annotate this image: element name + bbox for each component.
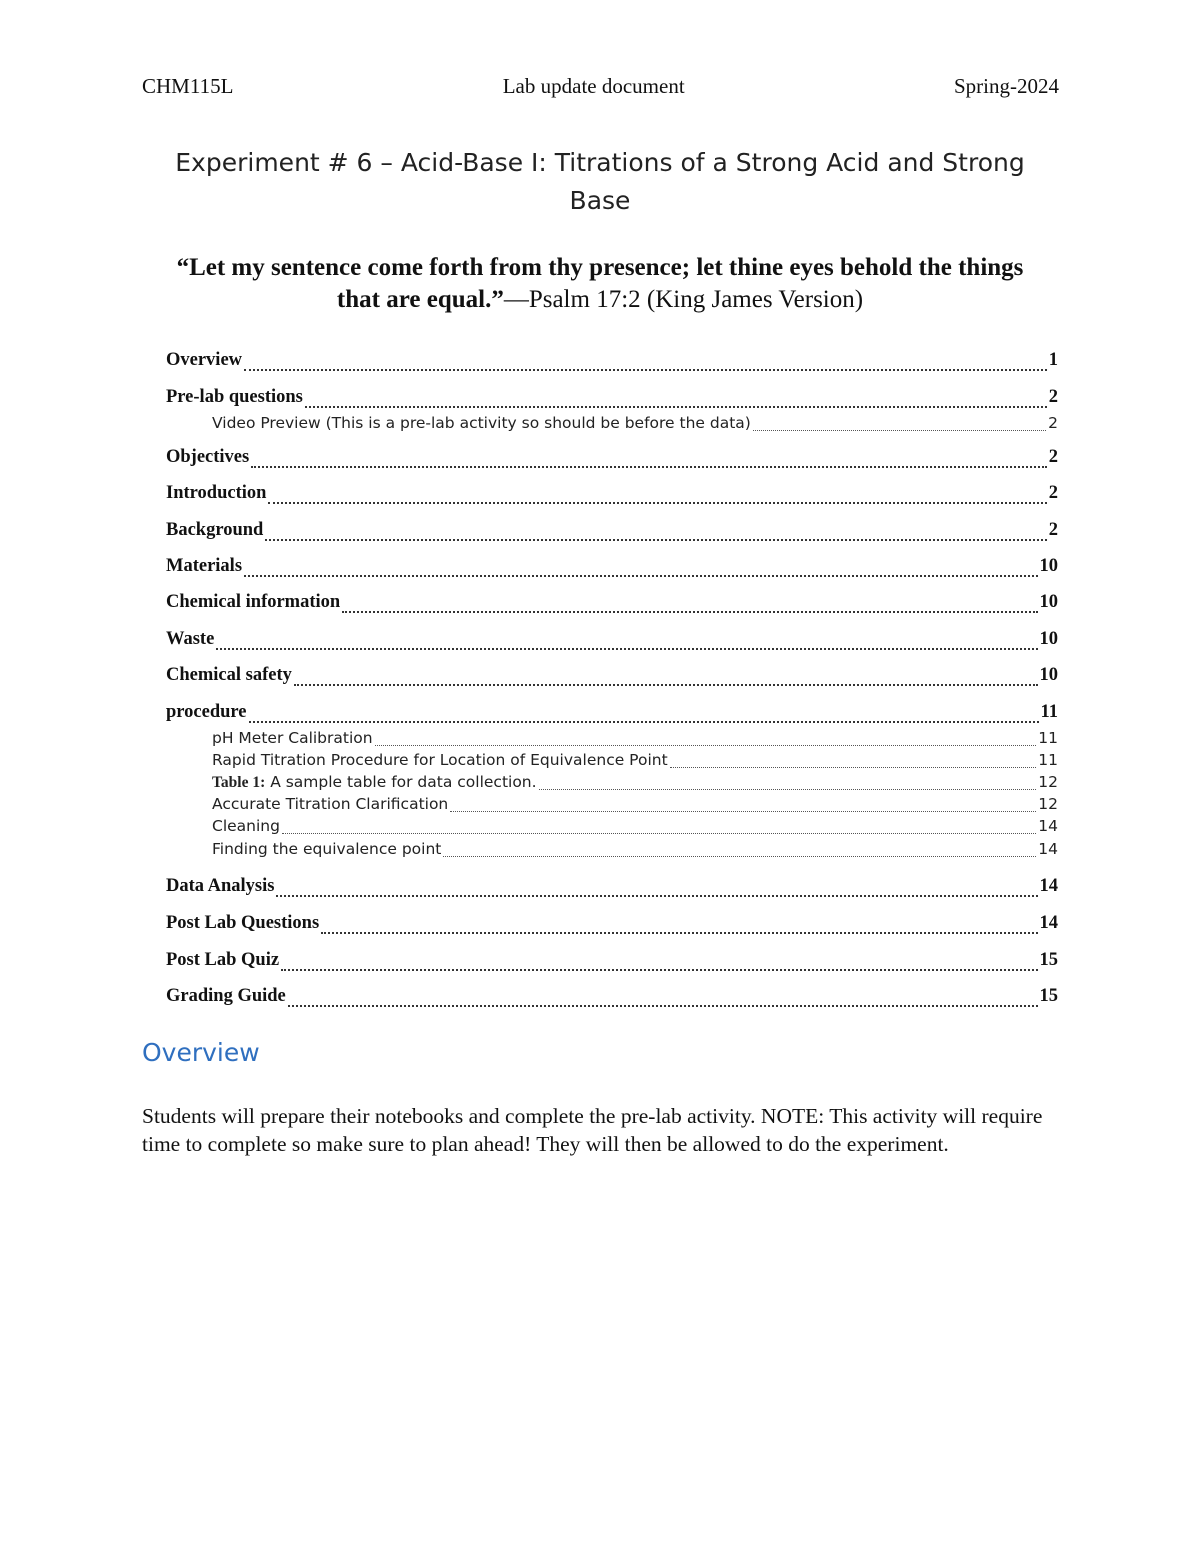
- toc-label: Overview: [166, 350, 243, 370]
- toc-entry-accurate-titration[interactable]: [166, 795, 1058, 817]
- toc-label: Materials: [166, 556, 243, 576]
- toc-page-number: 11: [1038, 729, 1058, 747]
- toc-label: Post Lab Questions: [166, 913, 320, 933]
- header-course: CHM115L: [142, 74, 234, 98]
- toc-label-bold: Table 1:: [212, 774, 266, 791]
- toc-entry-video-preview[interactable]: [166, 414, 1058, 436]
- toc-label-rest: A sample table for data collection.: [265, 773, 537, 791]
- epigraph-quote-line-1: “Let my sentence come forth from thy presence; let thine eyes behold the things: [176, 254, 1024, 281]
- toc-leader: [670, 766, 1037, 768]
- toc-page-number: 2: [1048, 520, 1058, 540]
- toc-label: Pre-lab questions: [166, 387, 303, 407]
- document-title: [150, 144, 1050, 220]
- toc-label: procedure: [166, 702, 247, 722]
- title-line-1: Experiment # 6 – Acid-Base I: Titrations of a Strong Acid and Strong: [175, 148, 1025, 177]
- toc-label: Waste: [166, 629, 215, 649]
- toc-entry-chemical-information[interactable]: [166, 592, 1058, 618]
- toc-page-number: 2: [1048, 447, 1058, 467]
- overview-paragraph: Students will prepare their notebooks and complete the pre-lab activity. NOTE: This activity will require time to complete so make sure to plan ahead! They will then be allowed to do the experiment.: [142, 1104, 1043, 1156]
- toc-page-number: 12: [1038, 773, 1058, 791]
- toc-entry-background[interactable]: [166, 520, 1058, 546]
- toc-entry-finding-equivalence[interactable]: [166, 840, 1058, 862]
- toc-leader: [294, 683, 1038, 686]
- toc-entry-ph-meter-calibration[interactable]: [166, 729, 1058, 751]
- toc-entry-rapid-titration[interactable]: [166, 751, 1058, 773]
- toc-label: [212, 773, 537, 792]
- toc-entry-table-1[interactable]: [166, 773, 1058, 795]
- toc-page-number: 2: [1048, 387, 1058, 407]
- toc-label: Chemical safety: [166, 665, 292, 685]
- toc-leader: [265, 538, 1046, 541]
- toc-page-number: 1: [1048, 350, 1058, 370]
- toc-label: Rapid Titration Procedure for Location of Equivalence Point: [212, 751, 668, 769]
- toc-leader: [450, 810, 1036, 812]
- toc-entry-post-lab-quiz[interactable]: [166, 950, 1058, 976]
- toc-leader: [443, 855, 1036, 857]
- toc-page-number: 12: [1038, 795, 1058, 813]
- toc-label: Cleaning: [212, 817, 280, 835]
- toc-leader: [321, 931, 1037, 934]
- toc-entry-objectives[interactable]: [166, 447, 1058, 473]
- page-header: [142, 74, 1059, 99]
- epigraph-citation: —Psalm 17:2 (King James Version): [503, 286, 864, 313]
- toc-label: Data Analysis: [166, 876, 275, 896]
- toc-leader: [268, 501, 1046, 504]
- toc-entry-chemical-safety[interactable]: [166, 665, 1058, 691]
- toc-page-number: 14: [1039, 876, 1058, 896]
- toc-entry-waste[interactable]: [166, 629, 1058, 655]
- toc-leader: [342, 610, 1037, 613]
- toc-leader: [244, 574, 1037, 577]
- toc-entry-overview[interactable]: [166, 350, 1058, 376]
- epigraph-quote-line-2: that are equal.”: [336, 286, 504, 313]
- toc-leader: [244, 368, 1047, 371]
- toc-page-number: 14: [1039, 913, 1058, 933]
- toc-page-number: 10: [1039, 665, 1058, 685]
- toc-entry-procedure[interactable]: [166, 702, 1058, 728]
- toc-leader: [282, 832, 1036, 834]
- toc-page-number: 15: [1039, 950, 1058, 970]
- toc-leader: [216, 647, 1037, 650]
- toc-page-number: 10: [1039, 629, 1058, 649]
- toc-label: pH Meter Calibration: [212, 729, 373, 747]
- epigraph: [150, 252, 1050, 316]
- toc-leader: [251, 465, 1047, 468]
- toc-page-number: 10: [1039, 592, 1058, 612]
- header-term: Spring-2024: [954, 74, 1059, 98]
- toc-label: Grading Guide: [166, 986, 286, 1006]
- toc-page-number: 14: [1038, 840, 1058, 858]
- title-line-2: Base: [569, 186, 631, 215]
- header-doc-type: Lab update document: [502, 74, 685, 98]
- toc-label: Accurate Titration Clarification: [212, 795, 449, 813]
- toc-label: Video Preview (This is a pre-lab activity so should be before the data): [212, 414, 751, 432]
- toc-leader: [375, 744, 1037, 746]
- toc-leader: [305, 405, 1047, 408]
- toc-page-number: 2: [1048, 483, 1058, 503]
- toc-label: Finding the equivalence point: [212, 840, 442, 858]
- toc-entry-data-analysis[interactable]: [166, 876, 1058, 902]
- toc-leader: [753, 429, 1046, 431]
- toc-leader: [288, 1004, 1038, 1007]
- toc-label: Background: [166, 520, 264, 540]
- toc-leader: [539, 788, 1037, 790]
- overview-heading: Overview: [142, 1038, 260, 1067]
- toc-entry-post-lab-questions[interactable]: [166, 913, 1058, 939]
- toc-page-number: 11: [1040, 702, 1058, 722]
- toc-label: Post Lab Quiz: [166, 950, 280, 970]
- toc-page-number: 10: [1039, 556, 1058, 576]
- toc-page-number: 2: [1048, 414, 1058, 432]
- toc-leader: [281, 968, 1037, 971]
- toc-leader: [249, 720, 1039, 723]
- toc-label: Introduction: [166, 483, 267, 503]
- toc-entry-materials[interactable]: [166, 556, 1058, 582]
- toc-leader: [276, 894, 1037, 897]
- toc-label: Objectives: [166, 447, 250, 467]
- toc-label: Chemical information: [166, 592, 341, 612]
- toc-page-number: 15: [1039, 986, 1058, 1006]
- toc-entry-grading-guide[interactable]: [166, 986, 1058, 1012]
- toc-entry-introduction[interactable]: [166, 483, 1058, 509]
- toc-page-number: 14: [1038, 817, 1058, 835]
- toc-entry-prelab[interactable]: [166, 387, 1058, 413]
- toc-entry-cleaning[interactable]: [166, 817, 1058, 839]
- toc-page-number: 11: [1038, 751, 1058, 769]
